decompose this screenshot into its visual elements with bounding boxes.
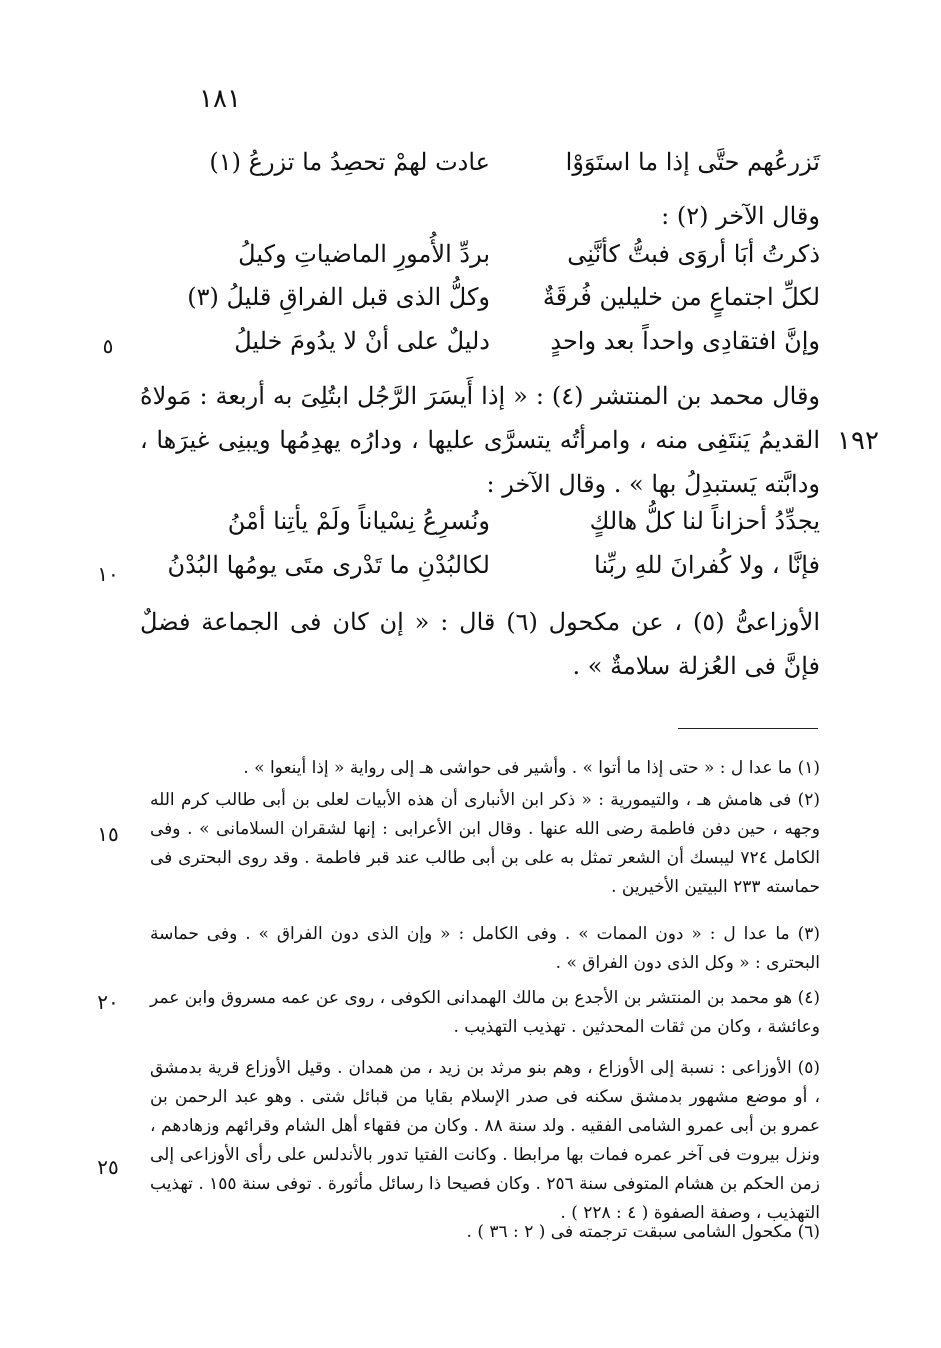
line-number: ١٠ [97, 562, 119, 586]
verse-first-hemistich: وإنَّ افتقادِى واحداً بعد واحدٍ [550, 327, 820, 355]
verse-second-hemistich: ونُسرِعُ نِسْياناً ولَمْ يأتِنا أمْنُ [227, 507, 490, 535]
verse-first-hemistich: تَزرعُهم حتَّى إذا ما استَوَوْا [565, 148, 820, 176]
prose-entry-192: وقال محمد بن المنتشر (٤) : « إذا أَيسَرَ الرَّجُل ابتُلِىَ به أربعة : مَولاهُ القديمُ يَنتَفِى منه ، وامرأتُه يتسرَّى عليها ، ودارُه يهدِمُها ويبنِى غيرَها ، ودابَّته يَستبدِلُ بها » . وقال الآخر : [140, 382, 821, 498]
verse-line [185, 507, 820, 547]
verse-first-hemistich: يجدِّدُ أحزاناً لنا كلُّ هالكٍ [589, 507, 820, 535]
verse-second-hemistich: عادت لهمْ تحصِدُ ما تزرعُ (١) [209, 148, 490, 176]
verse-line [185, 283, 820, 323]
footnote: (٦) مكحول الشامى سبقت ترجمته فى ( ٢ : ٣٦ ) . [466, 1222, 820, 1242]
verse-second-hemistich: وكلُّ الذى قبل الفراقِ قليلُ (٣) [187, 283, 490, 311]
page-number: ١٨١ [199, 84, 241, 114]
line-number: ٥ [102, 334, 114, 358]
footnote: (٥) الأوزاعى : نسبة إلى الأوزاع ، وهم بنو مرثد بن زيد ، من همدان . وقيل الأوزاع قرية بدمشق ، أو موضع مشهور بدمشق سكنه فى صدر الإسلام بقايا من قبائل شتى . وهو عبد الرحمن بن عمرو بن أبى عمرو الشامى الفقيه . ولد سنة ٨٨ . وكان من فقهاء أهل الشام وقرائهم وزهادهم ، ونزل بيروت فى آخر عمره فمات بها مرابطا . وكانت الفتيا تدور بالأندلس على رأى الأوزاعى إلى زمن الحكم بن هشام المتوفى سنة ٢٥٦ . وكان فصيحا ذا رسائل مأثورة . توفى سنة ١٥٥ . تهذيب التهذيب ، وصفة الصفوة ( ٤ : ٢٢٨ ) . [150, 1058, 820, 1223]
footnote-separator [678, 728, 818, 729]
verse-second-hemistich: بردِّ الأُمورِ الماضياتِ وكيلُ [238, 240, 490, 268]
verse-first-hemistich: ذكرتُ أبَا أروَى فبتُّ كأنَّنِى [567, 240, 820, 268]
footnote: (٣) ما عدا ل : « دون الممات » . وفى الكامل : « وإن الذى دون الفراق » . وفى حماسة البحترى : « وكل الذى دون الفراق » . [150, 924, 820, 973]
entry-number: ١٩٢ [837, 426, 879, 456]
verse-second-hemistich: لكالبُدْنِ ما تَدْرى متَى يومُها البُدْنُ [167, 551, 490, 579]
footnote: (٤) هو محمد بن المنتشر بن الأجدع بن مالك الهمدانى الكوفى ، روى عن عمه مسروق وابن عمر وعائشة ، وكان من ثقات المحدثين . تهذيب التهذيب . [150, 988, 820, 1037]
verse-first-hemistich: فإنَّا ، ولا كُفرانَ للهِ ربِّنا [594, 551, 820, 579]
prose-awzai: الأوزاعىُّ (٥) ، عن مكحول (٦) قال : « إن كان فى الجماعة فضلٌ فإنَّ فى العُزلة سلامةٌ » . [140, 608, 820, 680]
footnote: (١) ما عدا ل : « حتى إذا ما أتوا » . وأشير فى حواشى هـ إلى رواية « إذا أينعوا » . [243, 758, 820, 778]
verse-line [167, 551, 820, 591]
prose-intro-other: وقال الآخر (٢) : [661, 202, 820, 230]
footnote: (٢) فى هامش هـ ، والتيمورية : « ذكر ابن الأنبارى أن هذه الأبيات لعلى بن أبى طالب كرم الله وجهه ، حين دفن فاطمة رضى الله عنها . وقال ابن الأعرابى : إنها لشقران السلامانى » . وفى الكامل ٧٢٤ ليبسك أن الشعر تمثل به على بن أبى طالب عند قبر فاطمة . وقد روى البحترى فى حماسته ٢٣٣ البيتين الأخيرين . [150, 790, 820, 897]
line-number: ٢٠ [97, 990, 119, 1014]
line-number: ١٥ [97, 822, 119, 846]
line-number: ٢٥ [97, 1155, 119, 1179]
verse-first-hemistich: لكلِّ اجتماعٍ من خليلين فُرقَةٌ [542, 283, 820, 311]
verse-second-hemistich: دليلٌ على أنْ لا يدُومَ خليلُ [234, 327, 490, 355]
verse-line [185, 240, 820, 280]
verse-line [185, 327, 820, 367]
verse-line [185, 148, 820, 188]
